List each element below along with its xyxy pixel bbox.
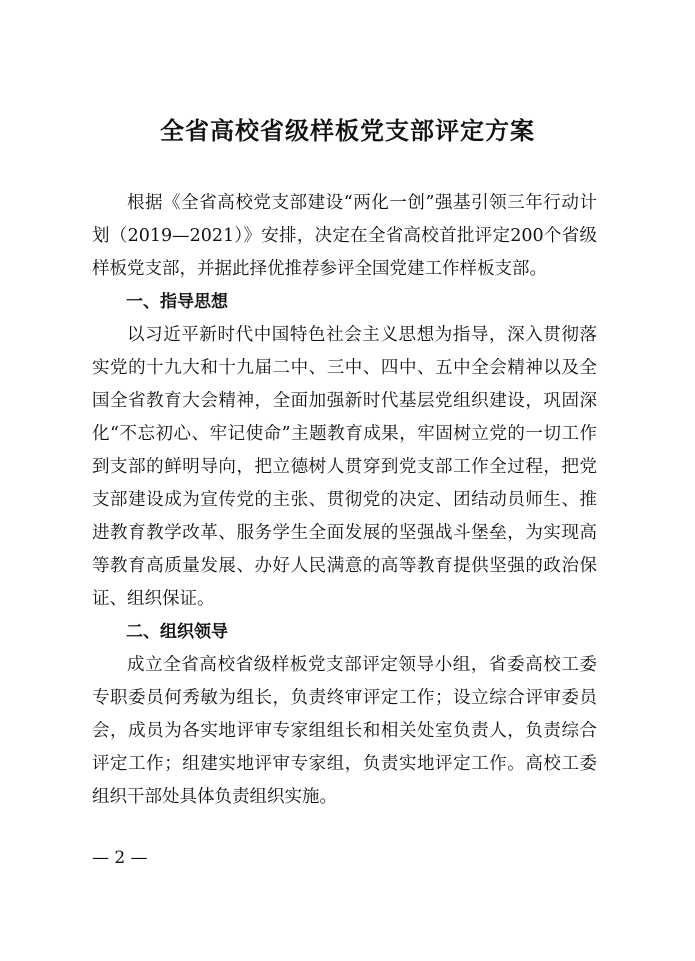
page-number: — 2 — xyxy=(92,848,148,868)
document-title: 全省高校省级样板党支部评定方案 xyxy=(160,117,535,145)
section-organization-leadership xyxy=(92,616,597,814)
intro-paragraph: 根据《全省高校党支部建设“两化一创”强基引领三年行动计划（2019—2021）》安排，决定在全省高校首批评定200个省级样板党支部，并据此择优推荐参评全国党建工作样板支部。 xyxy=(92,193,597,279)
section-paragraph: 以习近平新时代中国特色社会主义思想为指导，深入贯彻落实党的十九大和十九届二中、三中、四中、五中全会精神以及全国全省教育大会精神，全面加强新时代基层党组织建设，巩固深化“不忘初心、牢记使命”主题教育成果，牢固树立党的一切工作到支部的鲜明导向，把立德树人贯穿到党支部工作全过程，把党支部建设成为宣传党的主张、贯彻党的决定、团结动员师生、推进教育教学改革、服务学生全面发展的坚强战斗堡垒，为实现高等教育高质量发展、办好人民满意的高等教育提供坚强的政治保证、组织保证。 xyxy=(92,325,597,609)
section-heading: 一、指导思想 xyxy=(126,292,228,312)
document-body xyxy=(92,187,597,814)
section-guiding-thought xyxy=(92,286,597,616)
section-heading: 二、组织领导 xyxy=(126,622,228,642)
section-paragraph: 成立全省高校省级样板党支部评定领导小组，省委高校工委专职委员何秀敏为组长，负责终审评定工作；设立综合评审委员会，成员为各实地评审专家组组长和相关处室负责人，负责综合评定工作；组建实地评审专家组，负责实地评定工作。高校工委组织干部处具体负责组织实施。 xyxy=(92,655,597,807)
